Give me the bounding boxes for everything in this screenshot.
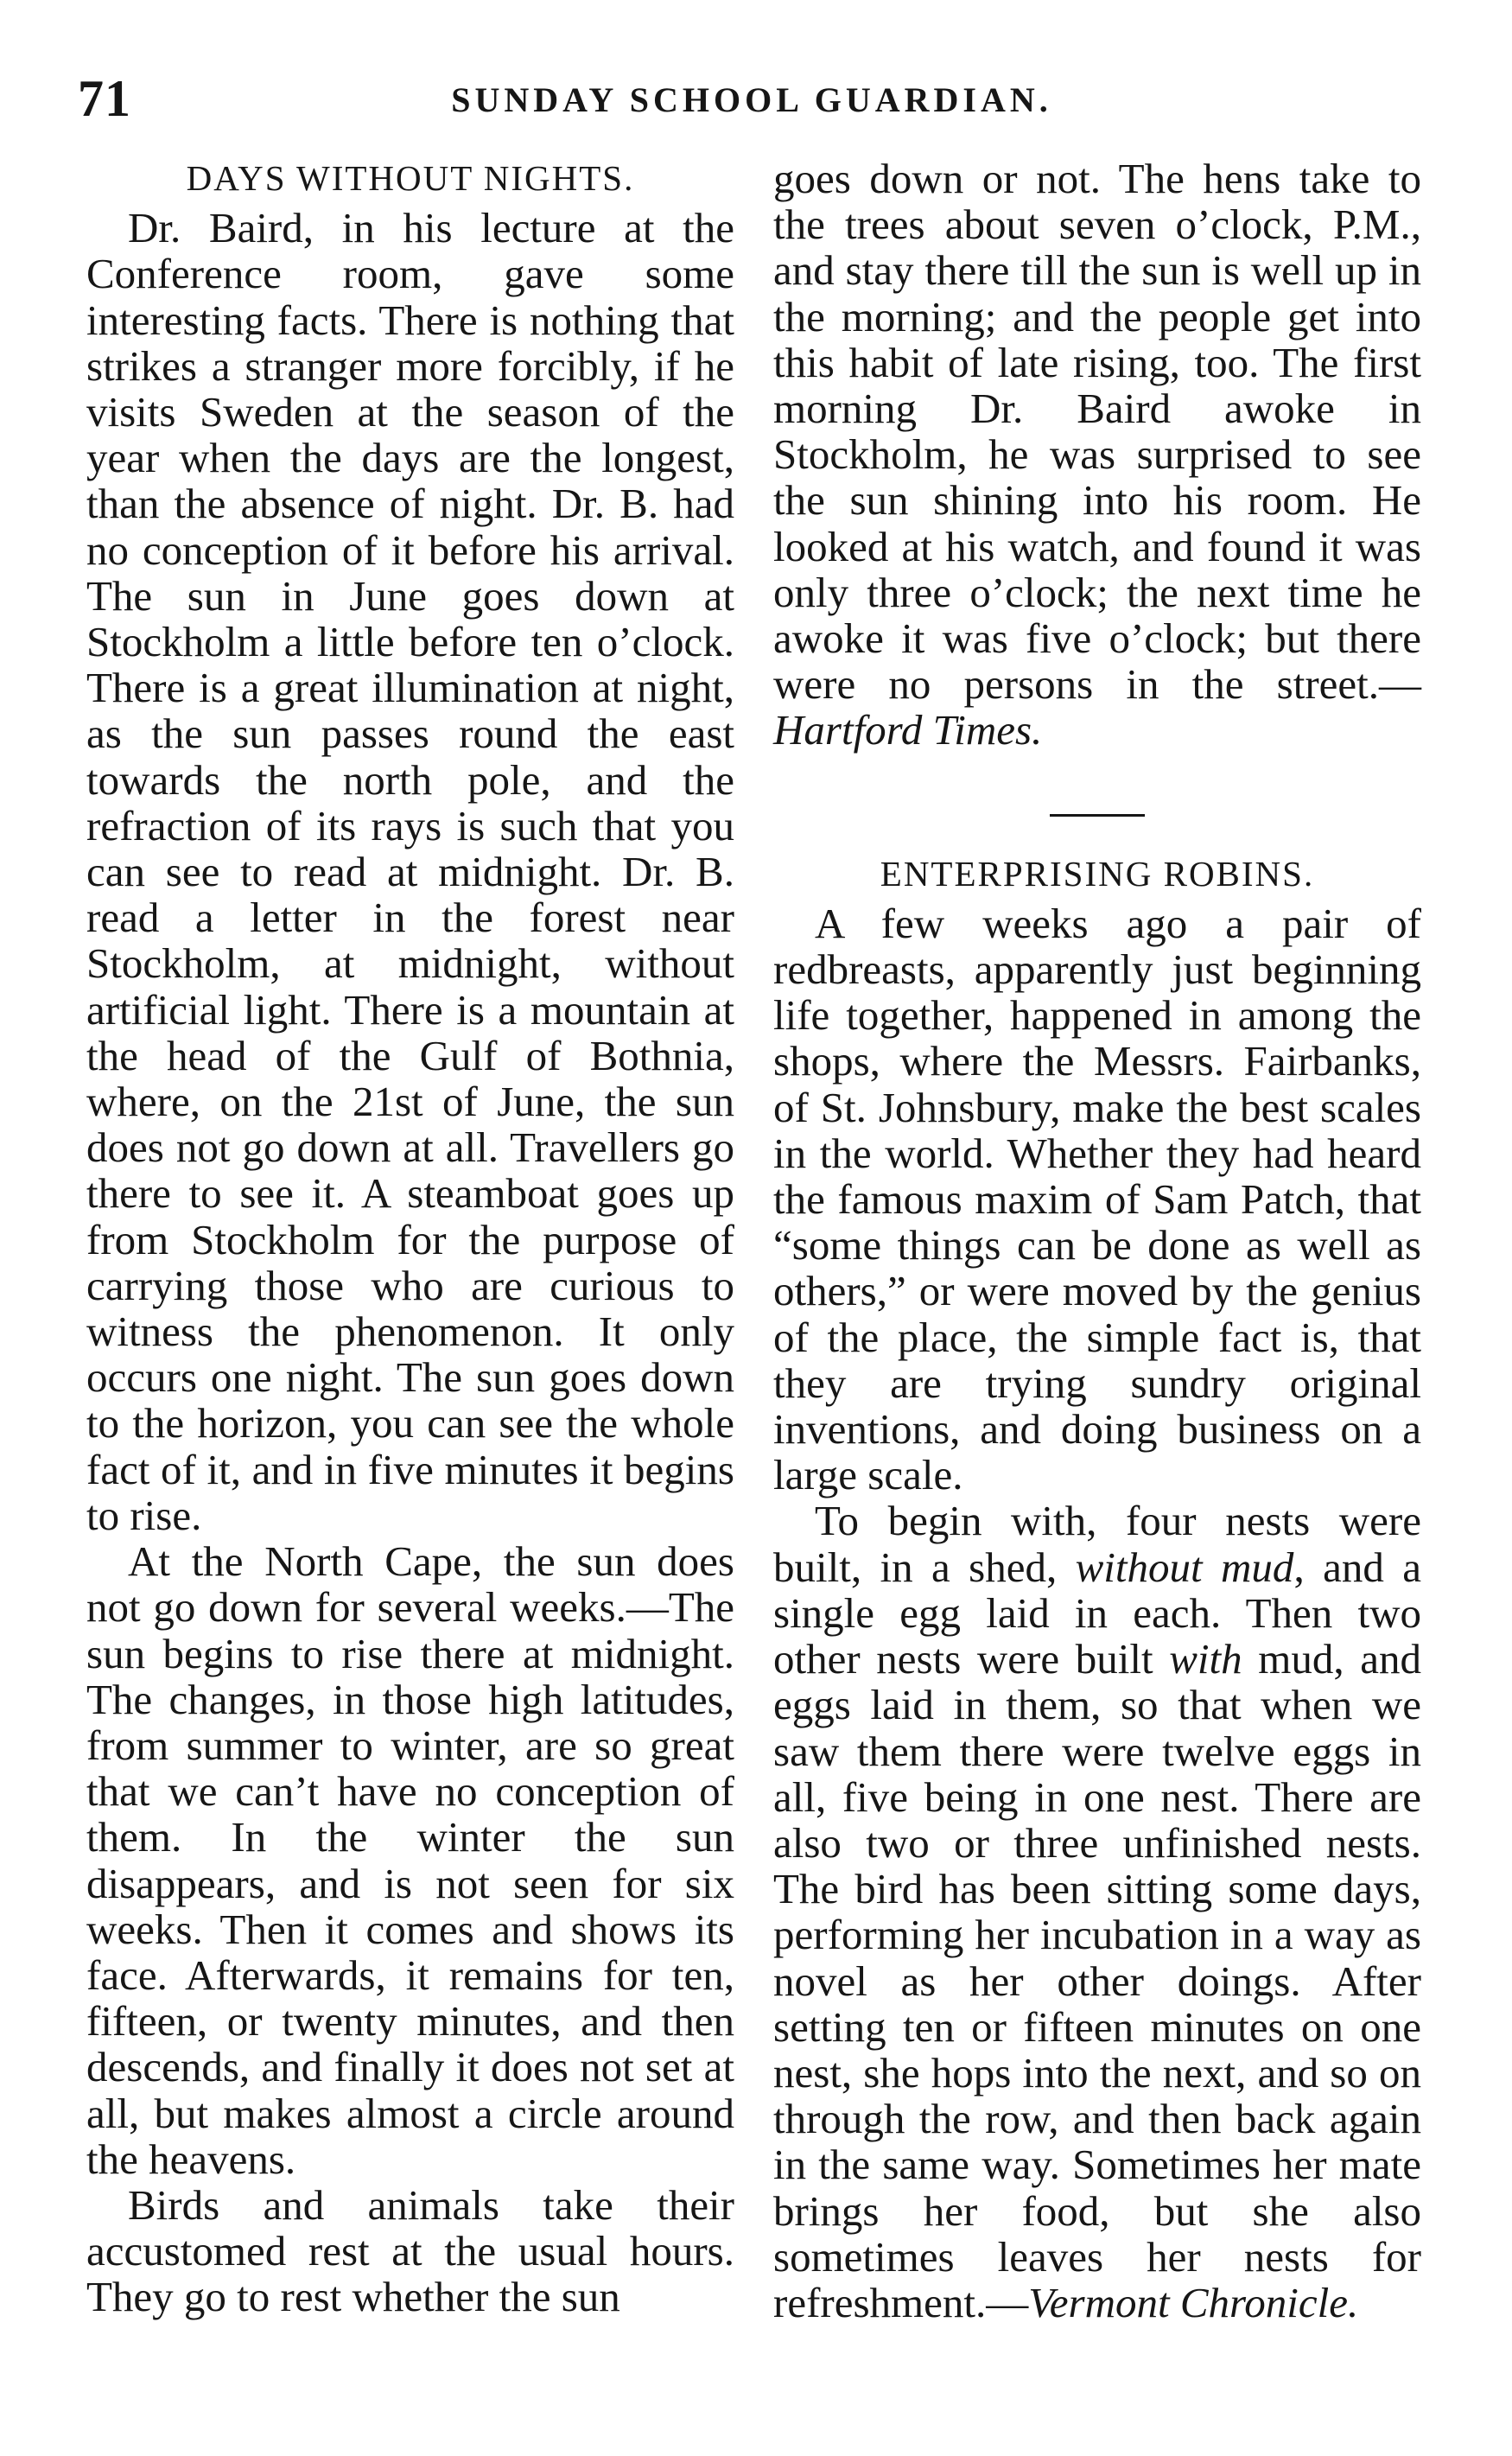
article1-paragraph-2: At the North Cape, the sun does not go down for several weeks.—The sun begins to rise there at midnight. The changes, in those high latitudes, from summer to winter, are so great that we can’t have no conception of them. In the winter the sun disappears, and is not seen for six weeks. Then it comes and shows its face. Afterwards, it remains for ten, fifteen, or twenty minutes, and then descends, and finally it does not set at all, but makes almost a circle around the heavens. — [86, 1537, 734, 2183]
article2-paragraph-1: A few weeks ago a pair of redbreasts, apparently just beginning life together, happened in among the shops, where the Messrs. Fairbanks, of St. Johnsbury, make the best scales in the world. Whether they had heard the famous maxim of Sam Patch, that “some things can be done as well as others,” or were moved by the genius of the place, the simple fact is, that they are trying sundry original inventions, and doing business on a large scale. — [773, 899, 1421, 1499]
article2-emphasis-without-mud: without mud — [1075, 1543, 1294, 1591]
article2-text-c: mud, and eggs laid in them, so that when we saw them there were twelve eggs in all, five being in one nest. There are also two or three unfinished nests. The bird has been sitting some days, performing her incubation in a way as novel as her other doings. After setting ten or fifteen minutes on one nest, she hops into the next, and so on through the row, and then back again in the same way. Sometimes her mate brings her food, but she also sometimes leaves her nests for refreshment.— — [773, 1635, 1421, 2326]
article2-paragraph-2 — [773, 1498, 1421, 2326]
right-column — [773, 156, 1421, 2326]
left-column — [86, 156, 734, 2320]
article2-text-b: , and a single egg laid in each. Then two other nests were built — [773, 1543, 1421, 1683]
article-title-enterprising-robins: ENTERPRISING ROBINS. — [880, 853, 1315, 894]
article1-paragraph-1: Dr. Baird, in his lecture at the Conference room, gave some interesting facts. There is nothing that strikes a stranger more forcibly, if he visits Sweden at the season of the year when the days are the longest, than the absence of night. Dr. B. had no conception of it before his arrival. The sun in June goes down at Stockholm a little before ten o’clock. There is a great illumination at night, as the sun passes round the east towards the north pole, and the refraction of its rays is such that you can see to read at midnight. Dr. B. read a letter in the forest near Stockholm, at midnight, without artificial light. There is a mountain at the head of the Gulf of Bothnia, where, on the 21st of June, the sun does not go down at all. Travellers go there to see it. A steamboat goes up from Stockholm for the purpose of carrying those who are curious to witness the phenomenon. It only occurs one night. The sun goes down to the horizon, you can see the whole fact of it, and in five minutes it begins to rise. — [86, 204, 734, 1539]
article2-source: Vermont Chronicle. — [1028, 2278, 1359, 2326]
article1-continuation-text: goes down or not. The hens take to the trees about seven o’clock, P.M., and stay there till the sun is well up in the morning; and the people get into this habit of late rising, too. The first morning Dr. Baird awoke in Stockholm, he was surprised to see the sun shining into his room. He looked at his watch, and found it was only three o’clock; the next time he awoke it was five o’clock; but there were no persons in the street.— — [773, 155, 1421, 709]
article-divider — [1050, 814, 1145, 817]
article1-paragraph-3-continued — [773, 156, 1421, 754]
page-number: 71 — [78, 70, 131, 127]
article1-source: Hartford Times. — [773, 706, 1043, 754]
article1-paragraph-3: Birds and animals take their accustomed rest at the usual hours. They go to rest whether the sun — [86, 2180, 734, 2321]
article2-text-a: To begin with, four nests were built, in a shed, — [773, 1497, 1421, 1591]
page-header — [78, 69, 1426, 130]
article2-emphasis-with: with — [1169, 1635, 1242, 1683]
running-title: SUNDAY SCHOOL GUARDIAN. — [451, 80, 1052, 119]
article-title-days-without-nights: DAYS WITHOUT NIGHTS. — [186, 158, 635, 198]
